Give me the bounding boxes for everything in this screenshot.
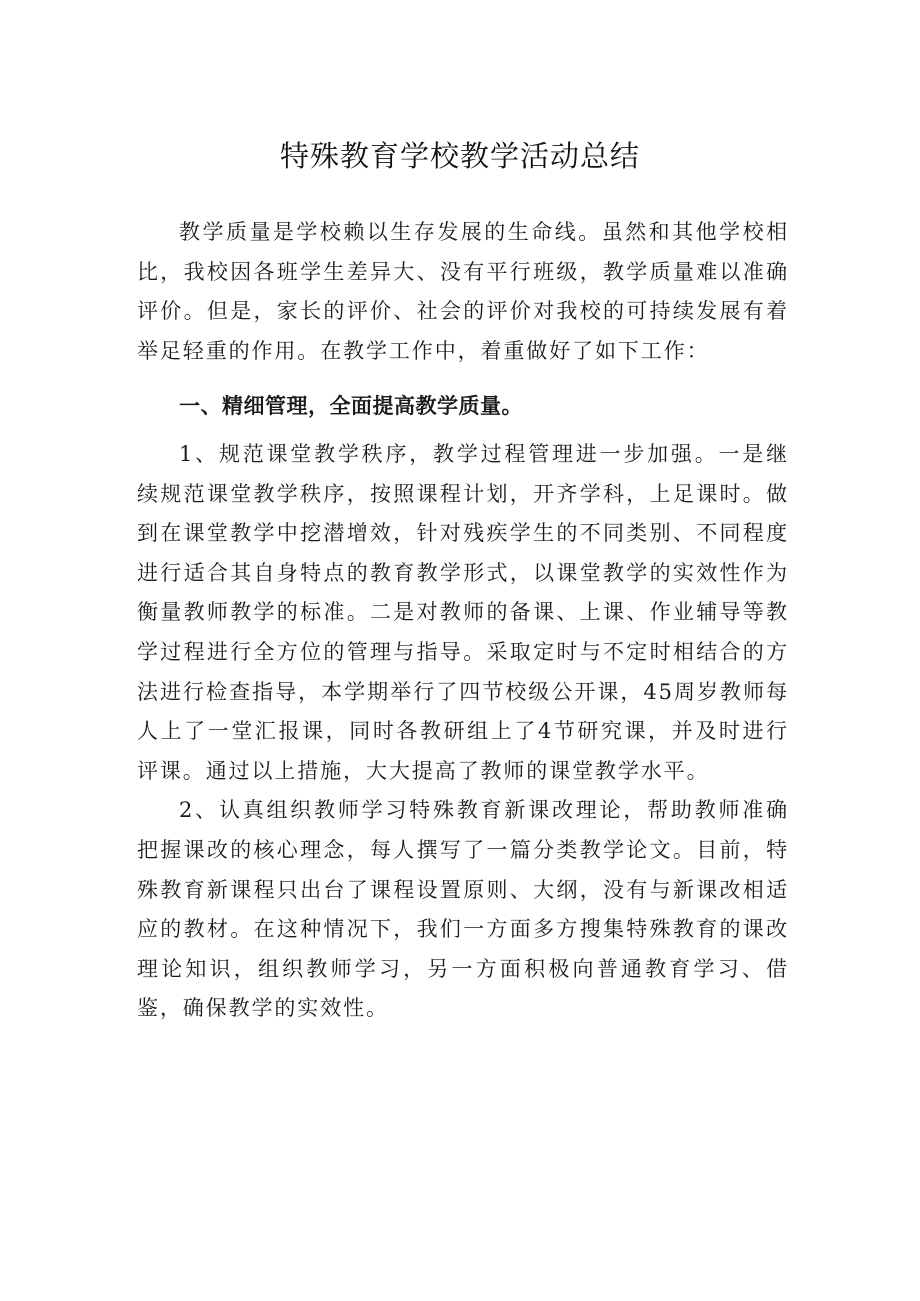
paragraph-item-2: 2、认真组织教师学习特殊教育新课改理论，帮助教师准确把握课改的核心理念，每人撰写了一篇分类教学论文。目前，特殊教育新课程只出台了课程设置原则、大纲，没有与新课改相适应的教材。在这种情况下，我们一方面多方搜集特殊教育的课改理论知识，组织教师学习，另一方面积极向普通教育学习、借鉴，确保教学的实效性。 [137, 798, 789, 1021]
paragraph-item-1: 1、规范课堂教学秩序，教学过程管理进一步加强。一是继续规范课堂教学秩序，按照课程计划，开齐学科，上足课时。做到在课堂教学中挖潜增效，针对残疾学生的不同类别、不同程度进行适合其自身特点的教育教学形式，以课堂教学的实效性作为衡量教师教学的标准。二是对教师的备课、上课、作业辅导等教学过程进行全方位的管理与指导。采取定时与不定时相结合的方法进行检查指导，本学期举行了四节校级公开课，45周岁教师每人上了一堂汇报课，同时各教研组上了4节研究课，并及时进行评课。通过以上措施，大大提高了教师的课堂教学水平。 [137, 441, 789, 783]
section-heading: 一、精细管理，全面提高教学质量。 [179, 394, 523, 419]
document-body [137, 213, 789, 1029]
document-title: 特殊教育学校教学活动总结 [279, 139, 640, 173]
intro-paragraph: 教学质量是学校赖以生存发展的生命线。虽然和其他学校相比，我校因各班学生差异大、没有平行班级，教学质量难以准确评价。但是，家长的评价、社会的评价对我校的可持续发展有着举足轻重的作用。在教学工作中，着重做好了如下工作： [137, 220, 789, 363]
